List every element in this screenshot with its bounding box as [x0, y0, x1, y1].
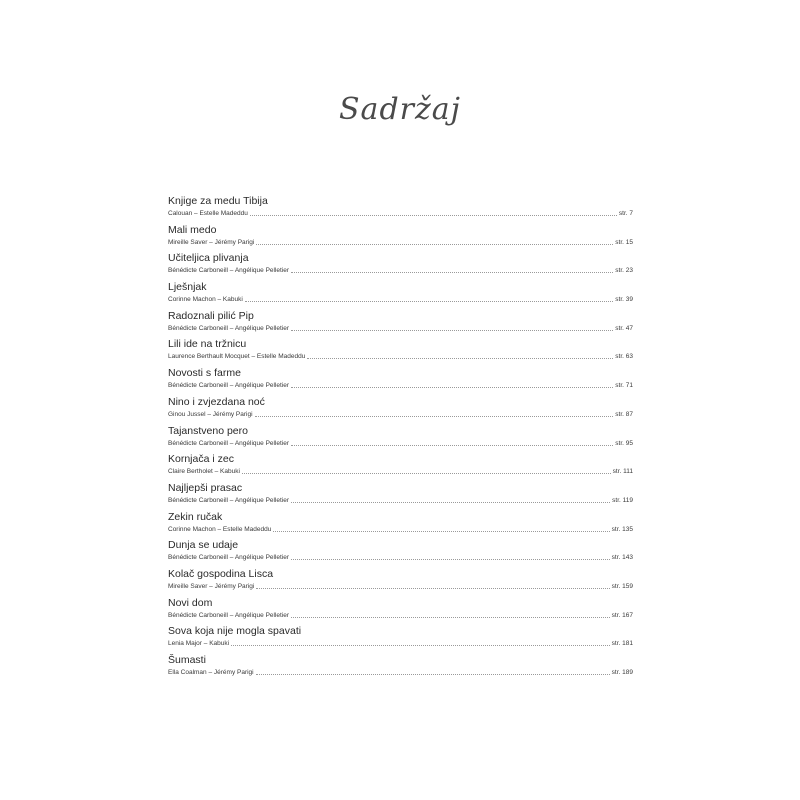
- toc-entry-title: Učiteljica plivanja: [168, 252, 249, 265]
- toc-entry-row: [168, 582, 633, 591]
- toc-entry-authors: Calouan – Estelle Madeddu: [168, 210, 248, 217]
- toc-entry-page: str. 15: [615, 238, 633, 246]
- toc-entry-page: str. 119: [612, 496, 633, 504]
- toc-entry: [168, 597, 633, 626]
- dotted-leader: [291, 329, 613, 331]
- toc-entry-row: [168, 496, 633, 505]
- dotted-leader: [250, 214, 617, 216]
- toc-entry-title: Knjige za medu Tibija: [168, 195, 268, 207]
- dotted-leader: [307, 357, 613, 359]
- toc-entry-page: str. 95: [615, 439, 633, 447]
- dotted-leader: [291, 558, 610, 560]
- toc-entry-authors: Mireille Saver – Jérémy Parigi: [168, 582, 255, 590]
- toc-entry: [168, 425, 633, 454]
- toc-entry-row: [168, 553, 633, 562]
- dotted-leader: [231, 644, 610, 646]
- dotted-leader: [242, 472, 611, 474]
- toc-entry-title: Kolač gospodina Lisca: [168, 567, 274, 580]
- toc-entry-authors: Bénédicte Carboneill – Angélique Pelletier: [168, 324, 290, 332]
- dotted-leader: [245, 300, 613, 302]
- toc-entry-title: Novosti s farme: [168, 367, 241, 380]
- dotted-leader: [273, 530, 609, 532]
- toc-entry-title: Najljepši prasac: [168, 481, 243, 494]
- toc-entry: [168, 625, 633, 654]
- toc-entry-authors: Bénédicte Carboneill – Angélique Pelletier: [168, 439, 290, 447]
- toc-entry-title: Lješnjak: [168, 281, 207, 294]
- toc-entry-title: Mali medo: [168, 223, 217, 236]
- toc-entry-title: Novi dom: [168, 596, 213, 609]
- toc-entry-title: Nino i zvjezdana noć: [168, 395, 265, 408]
- dotted-leader: [291, 386, 613, 388]
- toc-entry-page: str. 143: [611, 554, 633, 562]
- toc-entry: [168, 252, 633, 281]
- toc-entry: [168, 281, 633, 310]
- toc-entry-authors: Claire Bertholet – Kabuki: [168, 468, 240, 476]
- toc-entry: [168, 338, 633, 367]
- dotted-leader: [291, 271, 613, 273]
- toc-entry: [168, 367, 633, 396]
- toc-entry-page: str. 71: [615, 382, 633, 390]
- toc-entry-row: [168, 467, 633, 476]
- toc-entry: [168, 482, 633, 511]
- toc-entry-title: Lili ide na tržnicu: [168, 338, 247, 351]
- toc-entry-authors: Bénédicte Carboneill – Angélique Pelletier: [168, 611, 290, 619]
- dotted-leader: [255, 415, 614, 417]
- toc-entry-authors: Bénédicte Carboneill – Angélique Pelletier: [168, 267, 290, 275]
- toc-entry-row: [168, 611, 633, 620]
- toc-entry-row: [168, 410, 633, 419]
- toc-entry-row: [168, 295, 633, 304]
- toc-entry-title: Tajanstveno pero: [168, 424, 248, 437]
- toc-entry-row: [168, 381, 633, 390]
- toc-entry-authors: Ella Coalman – Jérémy Parigi: [168, 669, 254, 676]
- toc-entry-authors: Lenia Major – Kabuki: [168, 640, 230, 648]
- toc-entry-page: str. 181: [611, 640, 633, 648]
- toc-entry: [168, 568, 633, 597]
- dotted-leader: [291, 616, 610, 618]
- toc-entry-row: [168, 439, 633, 448]
- toc-entry-row: [168, 639, 633, 648]
- toc-entry-page: str. 111: [612, 468, 633, 476]
- toc-entry-authors: Bénédicte Carboneill – Angélique Pelletier: [168, 554, 290, 562]
- toc-entry-title: Sova koja nije mogla spavati: [168, 625, 302, 638]
- dotted-leader: [256, 673, 610, 675]
- toc-entry-authors: Ginou Jussel – Jérémy Parigi: [168, 410, 253, 418]
- toc-entry-authors: Corinne Machon – Kabuki: [168, 296, 243, 304]
- toc-entry-row: [168, 668, 633, 677]
- toc-entry-row: [168, 209, 633, 218]
- dotted-leader: [256, 243, 613, 245]
- toc-entry-page: str. 135: [611, 525, 633, 533]
- toc-entry-page: str. 159: [611, 582, 633, 590]
- toc-entry-authors: Bénédicte Carboneill – Angélique Pelletier: [168, 382, 290, 390]
- toc-entry-page: str. 23: [615, 267, 633, 275]
- toc-entry-title: Kornjača i zec: [168, 453, 234, 466]
- toc-entry: [168, 453, 633, 482]
- toc-entry-row: [168, 525, 633, 534]
- dotted-leader: [291, 501, 610, 503]
- table-of-contents: [168, 195, 633, 683]
- page-title: Sadržaj: [339, 92, 461, 127]
- toc-entry: [168, 224, 633, 253]
- dotted-leader: [291, 444, 613, 446]
- toc-entry-authors: Bénédicte Carboneill – Angélique Pelletier: [168, 496, 290, 504]
- toc-entry: [168, 310, 633, 339]
- toc-entry-row: [168, 266, 633, 275]
- toc-entry-row: [168, 238, 633, 247]
- toc-entry-page: str. 189: [611, 669, 633, 676]
- dotted-leader: [256, 587, 609, 589]
- toc-entry: [168, 511, 633, 540]
- toc-entry-row: [168, 352, 633, 361]
- toc-entry: [168, 654, 633, 683]
- toc-entry-authors: Mireille Saver – Jérémy Parigi: [168, 238, 255, 246]
- toc-entry-page: str. 39: [615, 296, 633, 304]
- toc-entry: [168, 539, 633, 568]
- toc-entry-row: [168, 324, 633, 333]
- toc-entry-authors: Corinne Machon – Estelle Madeddu: [168, 525, 272, 533]
- toc-entry-title: Radoznali pilić Pip: [168, 309, 254, 322]
- toc-entry-page: str. 7: [618, 210, 633, 217]
- toc-entry-page: str. 167: [611, 611, 633, 619]
- toc-entry-page: str. 63: [615, 353, 633, 361]
- toc-entry-authors: Laurence Berthault Mocquet – Estelle Madeddu: [168, 353, 306, 361]
- toc-entry: [168, 195, 633, 224]
- toc-entry: [168, 396, 633, 425]
- toc-entry-title: Zekin ručak: [168, 510, 223, 523]
- toc-entry-page: str. 87: [615, 410, 633, 418]
- toc-entry-title: Šumasti: [168, 654, 206, 666]
- toc-entry-page: str. 47: [615, 324, 633, 332]
- toc-entry-title: Dunja se udaje: [168, 539, 239, 552]
